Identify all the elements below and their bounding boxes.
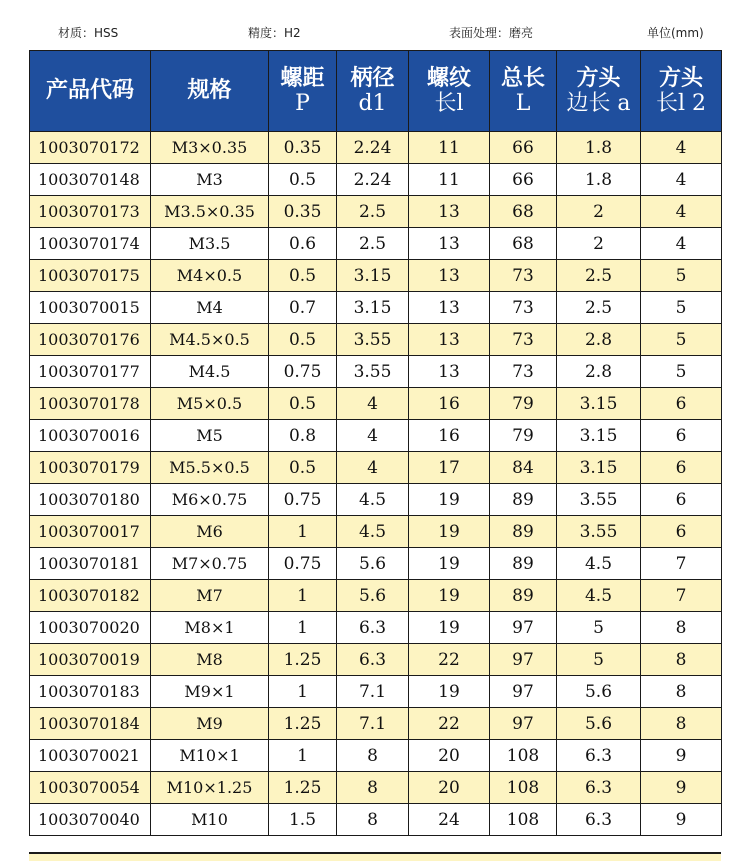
cell-pitch: 0.6 bbox=[269, 228, 337, 260]
cell-shank-diameter: 4 bbox=[337, 452, 409, 484]
cell-spec: M4.5×0.5 bbox=[151, 324, 269, 356]
cell-shank-diameter: 7.1 bbox=[337, 676, 409, 708]
table-row bbox=[30, 132, 722, 164]
cell-spec: M4 bbox=[151, 292, 269, 324]
table-row bbox=[30, 612, 722, 644]
cell-total-length: 108 bbox=[490, 740, 557, 772]
cell-square-length: 8 bbox=[641, 676, 722, 708]
surface-treatment-label: 表面处理：磨亮 bbox=[449, 26, 534, 40]
cell-spec: M3.5 bbox=[151, 228, 269, 260]
cell-product-code: 1003070016 bbox=[30, 420, 151, 452]
cell-product-code: 1003070172 bbox=[30, 132, 151, 164]
cell-pitch: 1.25 bbox=[269, 772, 337, 804]
cell-shank-diameter: 4.5 bbox=[337, 516, 409, 548]
cell-spec: M7×0.75 bbox=[151, 548, 269, 580]
cell-pitch: 1.25 bbox=[269, 644, 337, 676]
cell-pitch: 0.5 bbox=[269, 452, 337, 484]
table-header-row bbox=[30, 51, 722, 132]
cell-thread-length: 22 bbox=[409, 708, 490, 740]
cell-square-length: 7 bbox=[641, 548, 722, 580]
cell-square-side: 2 bbox=[557, 228, 641, 260]
cell-product-code: 1003070040 bbox=[30, 804, 151, 836]
cell-thread-length: 13 bbox=[409, 260, 490, 292]
unit-label: 单位(mm) bbox=[647, 26, 704, 40]
cell-pitch: 0.75 bbox=[269, 548, 337, 580]
cell-square-length: 6 bbox=[641, 484, 722, 516]
table-row bbox=[30, 644, 722, 676]
cell-product-code: 1003070179 bbox=[30, 452, 151, 484]
cell-spec: M9 bbox=[151, 708, 269, 740]
cell-total-length: 79 bbox=[490, 420, 557, 452]
cell-square-side: 5.6 bbox=[557, 708, 641, 740]
cell-total-length: 97 bbox=[490, 676, 557, 708]
cell-spec: M5.5×0.5 bbox=[151, 452, 269, 484]
cell-square-length: 4 bbox=[641, 228, 722, 260]
cell-thread-length: 20 bbox=[409, 740, 490, 772]
table-row bbox=[30, 804, 722, 836]
cell-total-length: 73 bbox=[490, 292, 557, 324]
cell-total-length: 73 bbox=[490, 324, 557, 356]
cell-thread-length: 19 bbox=[409, 612, 490, 644]
cell-square-length: 8 bbox=[641, 644, 722, 676]
cell-square-length: 5 bbox=[641, 260, 722, 292]
cell-pitch: 1 bbox=[269, 676, 337, 708]
cell-shank-diameter: 4 bbox=[337, 420, 409, 452]
cell-pitch: 1 bbox=[269, 612, 337, 644]
cell-square-side: 6.3 bbox=[557, 804, 641, 836]
cell-spec: M10×1 bbox=[151, 740, 269, 772]
cell-product-code: 1003070019 bbox=[30, 644, 151, 676]
cell-square-length: 5 bbox=[641, 356, 722, 388]
cell-spec: M4×0.5 bbox=[151, 260, 269, 292]
cell-square-side: 3.55 bbox=[557, 484, 641, 516]
cell-square-length: 9 bbox=[641, 772, 722, 804]
cell-thread-length: 13 bbox=[409, 324, 490, 356]
header-product-code: 产品代码 bbox=[30, 51, 151, 132]
cell-thread-length: 16 bbox=[409, 388, 490, 420]
cell-total-length: 108 bbox=[490, 804, 557, 836]
cell-square-side: 2.8 bbox=[557, 324, 641, 356]
cell-pitch: 0.5 bbox=[269, 324, 337, 356]
table-continuation-row bbox=[29, 852, 721, 861]
cell-shank-diameter: 4.5 bbox=[337, 484, 409, 516]
cell-pitch: 1 bbox=[269, 740, 337, 772]
cell-thread-length: 13 bbox=[409, 228, 490, 260]
cell-square-side: 2.8 bbox=[557, 356, 641, 388]
header-shank-diameter: 柄径 d1 bbox=[337, 51, 409, 132]
cell-thread-length: 16 bbox=[409, 420, 490, 452]
cell-product-code: 1003070148 bbox=[30, 164, 151, 196]
cell-pitch: 0.7 bbox=[269, 292, 337, 324]
cell-square-side: 2.5 bbox=[557, 292, 641, 324]
cell-square-side: 4.5 bbox=[557, 548, 641, 580]
cell-pitch: 0.8 bbox=[269, 420, 337, 452]
cell-thread-length: 19 bbox=[409, 676, 490, 708]
cell-spec: M3.5×0.35 bbox=[151, 196, 269, 228]
cell-spec: M10 bbox=[151, 804, 269, 836]
table-row bbox=[30, 356, 722, 388]
cell-square-length: 5 bbox=[641, 324, 722, 356]
cell-thread-length: 11 bbox=[409, 164, 490, 196]
cell-thread-length: 19 bbox=[409, 548, 490, 580]
cell-thread-length: 13 bbox=[409, 356, 490, 388]
cell-square-length: 6 bbox=[641, 452, 722, 484]
cell-product-code: 1003070180 bbox=[30, 484, 151, 516]
cell-spec: M9×1 bbox=[151, 676, 269, 708]
table-row bbox=[30, 772, 722, 804]
cell-total-length: 97 bbox=[490, 612, 557, 644]
cell-total-length: 68 bbox=[490, 196, 557, 228]
cell-thread-length: 20 bbox=[409, 772, 490, 804]
cell-product-code: 1003070183 bbox=[30, 676, 151, 708]
cell-spec: M6×0.75 bbox=[151, 484, 269, 516]
table-row bbox=[30, 708, 722, 740]
cell-shank-diameter: 7.1 bbox=[337, 708, 409, 740]
header-total-length: 总长 L bbox=[490, 51, 557, 132]
material-label: 材质：HSS bbox=[58, 26, 119, 40]
cell-pitch: 0.35 bbox=[269, 132, 337, 164]
cell-square-length: 6 bbox=[641, 388, 722, 420]
cell-square-length: 8 bbox=[641, 612, 722, 644]
cell-product-code: 1003070017 bbox=[30, 516, 151, 548]
cell-thread-length: 24 bbox=[409, 804, 490, 836]
cell-spec: M8 bbox=[151, 644, 269, 676]
cell-thread-length: 19 bbox=[409, 580, 490, 612]
cell-shank-diameter: 3.15 bbox=[337, 292, 409, 324]
cell-spec: M4.5 bbox=[151, 356, 269, 388]
header-square-side: 方头 边长 a bbox=[557, 51, 641, 132]
cell-total-length: 89 bbox=[490, 548, 557, 580]
cell-total-length: 97 bbox=[490, 708, 557, 740]
cell-total-length: 97 bbox=[490, 644, 557, 676]
cell-square-side: 1.8 bbox=[557, 164, 641, 196]
cell-pitch: 0.5 bbox=[269, 164, 337, 196]
header-thread-length: 螺纹 长l bbox=[409, 51, 490, 132]
cell-spec: M5 bbox=[151, 420, 269, 452]
precision-label: 精度：H2 bbox=[248, 26, 301, 40]
cell-total-length: 89 bbox=[490, 580, 557, 612]
cell-square-length: 4 bbox=[641, 196, 722, 228]
cell-total-length: 108 bbox=[490, 772, 557, 804]
cell-spec: M3×0.35 bbox=[151, 132, 269, 164]
cell-square-side: 6.3 bbox=[557, 772, 641, 804]
cell-square-length: 4 bbox=[641, 132, 722, 164]
cell-total-length: 73 bbox=[490, 260, 557, 292]
cell-product-code: 1003070015 bbox=[30, 292, 151, 324]
cell-shank-diameter: 2.5 bbox=[337, 196, 409, 228]
cell-shank-diameter: 2.5 bbox=[337, 228, 409, 260]
cell-shank-diameter: 3.15 bbox=[337, 260, 409, 292]
table-row bbox=[30, 324, 722, 356]
header-square-length: 方头 长l 2 bbox=[641, 51, 722, 132]
cell-square-length: 7 bbox=[641, 580, 722, 612]
cell-square-side: 5 bbox=[557, 644, 641, 676]
cell-spec: M3 bbox=[151, 164, 269, 196]
cell-total-length: 89 bbox=[490, 516, 557, 548]
cell-square-side: 6.3 bbox=[557, 740, 641, 772]
table-row bbox=[30, 516, 722, 548]
cell-square-length: 9 bbox=[641, 740, 722, 772]
cell-shank-diameter: 8 bbox=[337, 804, 409, 836]
cell-square-length: 6 bbox=[641, 420, 722, 452]
cell-thread-length: 11 bbox=[409, 132, 490, 164]
cell-product-code: 1003070177 bbox=[30, 356, 151, 388]
cell-square-side: 1.8 bbox=[557, 132, 641, 164]
table-row bbox=[30, 452, 722, 484]
cell-thread-length: 22 bbox=[409, 644, 490, 676]
cell-square-side: 2.5 bbox=[557, 260, 641, 292]
cell-thread-length: 19 bbox=[409, 516, 490, 548]
cell-shank-diameter: 2.24 bbox=[337, 132, 409, 164]
cell-shank-diameter: 5.6 bbox=[337, 580, 409, 612]
cell-spec: M6 bbox=[151, 516, 269, 548]
table-row bbox=[30, 164, 722, 196]
cell-square-side: 3.15 bbox=[557, 420, 641, 452]
tap-spec-table bbox=[29, 50, 722, 836]
header-spec: 规格 bbox=[151, 51, 269, 132]
table-row bbox=[30, 484, 722, 516]
table-row bbox=[30, 292, 722, 324]
table-row bbox=[30, 388, 722, 420]
cell-shank-diameter: 6.3 bbox=[337, 612, 409, 644]
cell-square-side: 5.6 bbox=[557, 676, 641, 708]
table-body bbox=[30, 132, 722, 836]
table-row bbox=[30, 420, 722, 452]
cell-pitch: 1.5 bbox=[269, 804, 337, 836]
cell-square-length: 8 bbox=[641, 708, 722, 740]
cell-shank-diameter: 8 bbox=[337, 740, 409, 772]
spec-meta-bar bbox=[0, 0, 750, 50]
cell-shank-diameter: 2.24 bbox=[337, 164, 409, 196]
cell-total-length: 79 bbox=[490, 388, 557, 420]
cell-product-code: 1003070021 bbox=[30, 740, 151, 772]
cell-thread-length: 13 bbox=[409, 292, 490, 324]
cell-pitch: 0.35 bbox=[269, 196, 337, 228]
cell-square-length: 5 bbox=[641, 292, 722, 324]
cell-total-length: 89 bbox=[490, 484, 557, 516]
cell-product-code: 1003070178 bbox=[30, 388, 151, 420]
cell-square-side: 3.55 bbox=[557, 516, 641, 548]
cell-product-code: 1003070184 bbox=[30, 708, 151, 740]
table-row bbox=[30, 676, 722, 708]
cell-total-length: 73 bbox=[490, 356, 557, 388]
cell-shank-diameter: 8 bbox=[337, 772, 409, 804]
cell-total-length: 66 bbox=[490, 132, 557, 164]
cell-product-code: 1003070174 bbox=[30, 228, 151, 260]
cell-pitch: 1.25 bbox=[269, 708, 337, 740]
cell-square-side: 4.5 bbox=[557, 580, 641, 612]
cell-shank-diameter: 6.3 bbox=[337, 644, 409, 676]
cell-thread-length: 19 bbox=[409, 484, 490, 516]
table-row bbox=[30, 580, 722, 612]
cell-spec: M5×0.5 bbox=[151, 388, 269, 420]
cell-shank-diameter: 5.6 bbox=[337, 548, 409, 580]
cell-pitch: 0.75 bbox=[269, 356, 337, 388]
cell-pitch: 1 bbox=[269, 580, 337, 612]
cell-total-length: 84 bbox=[490, 452, 557, 484]
cell-pitch: 0.75 bbox=[269, 484, 337, 516]
cell-product-code: 1003070173 bbox=[30, 196, 151, 228]
table-row bbox=[30, 548, 722, 580]
cell-square-side: 3.15 bbox=[557, 388, 641, 420]
cell-spec: M8×1 bbox=[151, 612, 269, 644]
cell-square-length: 6 bbox=[641, 516, 722, 548]
table-row bbox=[30, 260, 722, 292]
cell-shank-diameter: 4 bbox=[337, 388, 409, 420]
cell-pitch: 1 bbox=[269, 516, 337, 548]
cell-square-side: 3.15 bbox=[557, 452, 641, 484]
cell-product-code: 1003070176 bbox=[30, 324, 151, 356]
cell-spec: M10×1.25 bbox=[151, 772, 269, 804]
table-row bbox=[30, 196, 722, 228]
cell-shank-diameter: 3.55 bbox=[337, 356, 409, 388]
cell-square-side: 5 bbox=[557, 612, 641, 644]
cell-pitch: 0.5 bbox=[269, 388, 337, 420]
table-row bbox=[30, 740, 722, 772]
cell-thread-length: 13 bbox=[409, 196, 490, 228]
cell-square-side: 2 bbox=[557, 196, 641, 228]
cell-pitch: 0.5 bbox=[269, 260, 337, 292]
header-pitch: 螺距 P bbox=[269, 51, 337, 132]
cell-thread-length: 17 bbox=[409, 452, 490, 484]
cell-total-length: 66 bbox=[490, 164, 557, 196]
cell-product-code: 1003070020 bbox=[30, 612, 151, 644]
cell-square-length: 9 bbox=[641, 804, 722, 836]
cell-product-code: 1003070182 bbox=[30, 580, 151, 612]
cell-spec: M7 bbox=[151, 580, 269, 612]
cell-product-code: 1003070054 bbox=[30, 772, 151, 804]
cell-product-code: 1003070175 bbox=[30, 260, 151, 292]
cell-square-length: 4 bbox=[641, 164, 722, 196]
cell-product-code: 1003070181 bbox=[30, 548, 151, 580]
cell-shank-diameter: 3.55 bbox=[337, 324, 409, 356]
table-row bbox=[30, 228, 722, 260]
cell-total-length: 68 bbox=[490, 228, 557, 260]
